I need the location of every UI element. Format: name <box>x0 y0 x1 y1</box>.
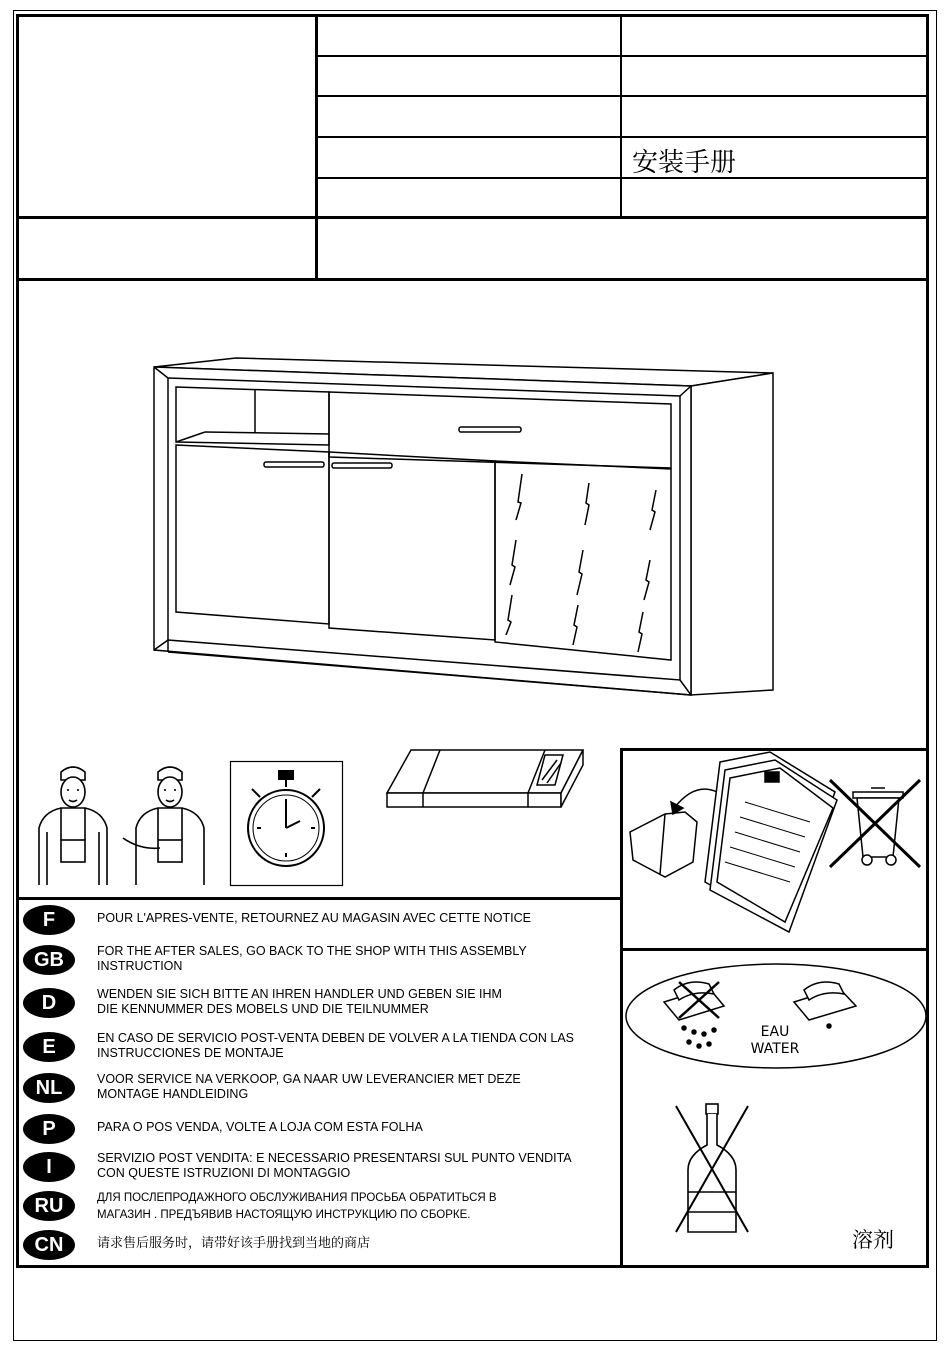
language-text: POUR L'APRES-VENTE, RETOURNEZ AU MAGASIN AVEC CETTE NOTICE <box>97 911 531 925</box>
language-text: PARA O POS VENDA, VOLTE A LOJA COM ESTA FOLHA <box>97 1120 423 1134</box>
language-text: FOR THE AFTER SALES, GO BACK TO THE SHOP WITH THIS ASSEMBLY INSTRUCTION <box>97 944 527 973</box>
language-row-nl <box>20 1071 610 1107</box>
stopwatch-icon <box>230 761 344 887</box>
language-badge: F <box>23 905 75 935</box>
water-label-fr: EAU <box>760 1024 790 1040</box>
language-badge: E <box>23 1032 75 1062</box>
solvent-label: 溶剂 <box>852 1228 894 1252</box>
language-badge: NL <box>23 1073 75 1103</box>
language-badge: I <box>23 1152 75 1182</box>
water-label <box>745 1024 805 1058</box>
language-text: EN CASO DE SERVICIO POST-VENTA DEBEN DE VOLVER A LA TIENDA CON LAS INSTRUCCIONES DE MONTAJE <box>97 1031 575 1060</box>
language-row-cn <box>20 1228 610 1264</box>
manual-title: 安装手册 <box>632 148 737 178</box>
language-badge: GB <box>23 945 75 975</box>
language-text: VOOR SERVICE NA VERKOOP, GA NAAR UW LEVERANCIER MET DEZE MONTAGE HANDLEIDING <box>97 1072 521 1101</box>
language-row-es <box>20 1030 610 1066</box>
no-solvent-bottle-icon <box>668 1100 768 1240</box>
water-label-en: WATER <box>750 1041 800 1057</box>
language-row-gb <box>20 943 610 979</box>
language-row-de <box>20 986 610 1022</box>
language-text: ДЛЯ ПОСЛЕПРОДАЖНОГО ОБСЛУЖИВАНИЯ ПРОСЬБА ОБРАТИТЬСЯ В МАГАЗИН . ПРЕДЪЯВИВ НАСТОЯЩУЮ ИНСТРУКЦИЮ ПО СБОРКЕ. <box>97 1192 497 1221</box>
language-badge: P <box>23 1114 75 1144</box>
language-row-it <box>20 1150 610 1186</box>
language-row-pt <box>20 1112 610 1148</box>
two-workers-icon <box>25 760 235 890</box>
language-badge: D <box>23 988 75 1018</box>
language-row-fr <box>20 903 610 939</box>
language-text: WENDEN SIE SICH BITTE AN IHREN HANDLER UND GEBEN SIE IHM DIE KENNUMMER DES MOBELS UND DIE TEILNUMMER <box>97 987 502 1016</box>
language-badge: CN <box>23 1230 75 1260</box>
language-text: SERVIZIO POST VENDITA: E NECESSARIO PRESENTARSI SUL PUNTO VENDITA CON QUESTE ISTRUZIONI DI MONTAGGIO <box>97 1151 572 1180</box>
keep-manual-recycle-icon <box>625 752 925 932</box>
language-badge: RU <box>23 1191 75 1221</box>
language-row-ru <box>20 1189 610 1225</box>
language-text: 请求售后服务时，请带好该手册找到当地的商店 <box>97 1236 371 1251</box>
package-box-icon <box>385 745 585 815</box>
